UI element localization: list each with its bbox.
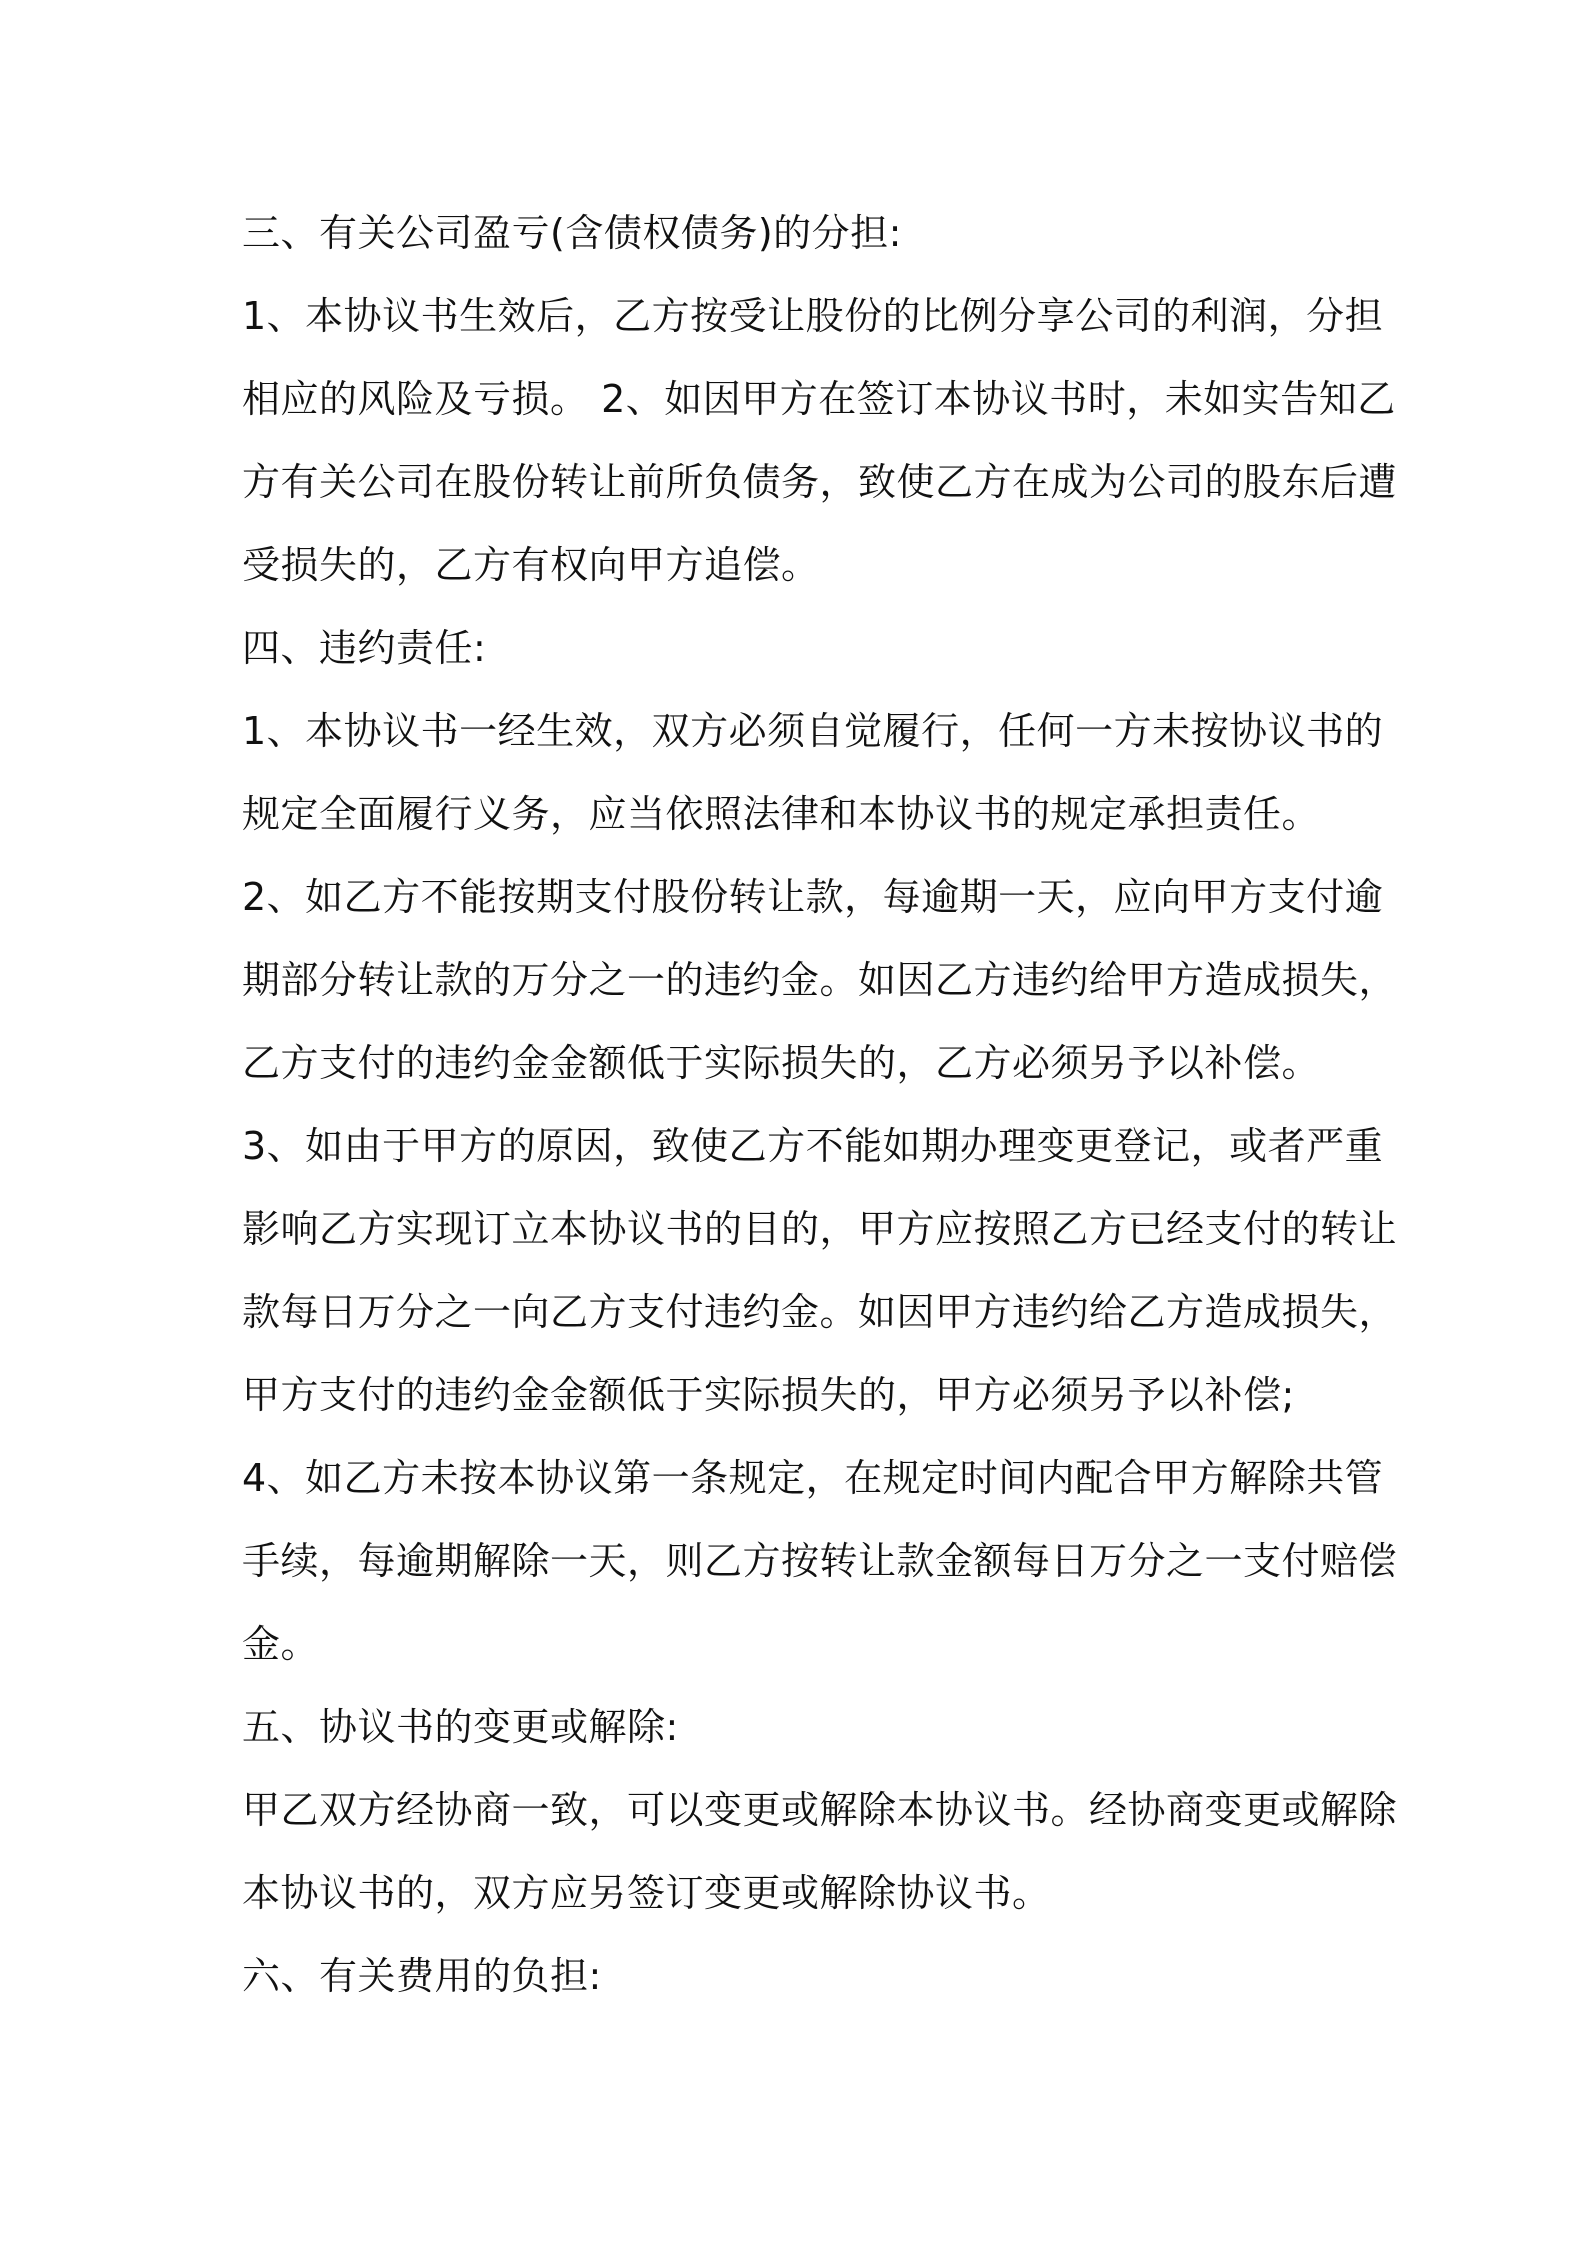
text-line: 影响乙方实现订立本协议书的目的，甲方应按照乙方已经支付的转让: [242, 1207, 1398, 1251]
text-line: 1、本协议书生效后，乙方按受让股份的比例分享公司的利润，分担: [242, 294, 1384, 338]
text-line: 甲乙双方经协商一致，可以变更或解除本协议书。经协商变更或解除: [242, 1788, 1398, 1832]
document-body: [242, 192, 1398, 2018]
text-line: 2、如乙方不能按期支付股份转让款，每逾期一天，应向甲方支付逾: [242, 875, 1384, 919]
section-heading-4: 四、违约责任:: [242, 626, 487, 670]
text-line: 3、如由于甲方的原因，致使乙方不能如期办理变更登记，或者严重: [242, 1124, 1384, 1168]
text-line: 规定全面履行义务，应当依照法律和本协议书的规定承担责任。: [242, 792, 1321, 836]
text-line: 款每日万分之一向乙方支付违约金。如因甲方违约给乙方造成损失，: [242, 1290, 1398, 1334]
text-line: 手续，每逾期解除一天，则乙方按转让款金额每日万分之一支付赔偿: [242, 1539, 1398, 1583]
text-line: 方有关公司在股份转让前所负债务，致使乙方在成为公司的股东后遭: [242, 460, 1398, 504]
text-line: 相应的风险及亏损。 2、如因甲方在签订本协议书时，未如实告知乙: [242, 377, 1396, 421]
text-line: 乙方支付的违约金金额低于实际损失的，乙方必须另予以补偿。: [242, 1041, 1321, 1085]
section-heading-6: 六、有关费用的负担:: [242, 1954, 602, 1998]
section-heading-3: 三、有关公司盈亏(含债权债务)的分担:: [242, 211, 902, 255]
text-line: 金。: [242, 1622, 320, 1666]
text-line: 期部分转让款的万分之一的违约金。如因乙方违约给甲方造成损失，: [242, 958, 1398, 1002]
section-heading-5: 五、协议书的变更或解除:: [242, 1705, 679, 1749]
text-line: 1、本协议书一经生效，双方必须自觉履行，任何一方未按协议书的: [242, 709, 1384, 753]
text-line: 4、如乙方未按本协议第一条规定，在规定时间内配合甲方解除共管: [242, 1456, 1384, 1500]
text-line: 本协议书的，双方应另签订变更或解除协议书。: [242, 1871, 1051, 1915]
text-line: 受损失的，乙方有权向甲方追偿。: [242, 543, 820, 587]
text-line: 甲方支付的违约金金额低于实际损失的，甲方必须另予以补偿;: [242, 1373, 1295, 1417]
